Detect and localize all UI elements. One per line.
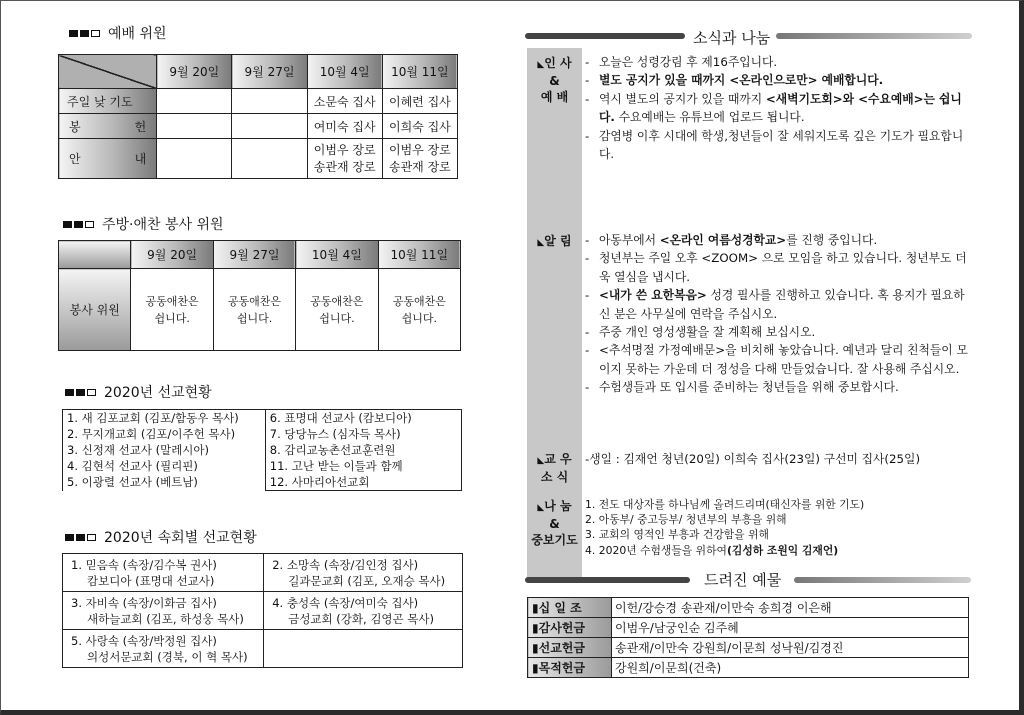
greeting-list — [585, 53, 975, 163]
table-cell: 2. 소망속 (속장/김인정 집사) 길과문교회 (김포, 오재승 목사) — [264, 554, 463, 592]
mission-col-left — [63, 410, 266, 491]
table-cell: 이범우 장로 송관재 장로 — [307, 139, 382, 179]
triangle-bullet-icon: ◣ — [537, 238, 545, 248]
list-item: 3. 신정재 선교사 (말레시아) — [67, 443, 210, 458]
list-item: - 아동부에서 <온라인 여름성경학교>를 진행 중입니다. — [585, 233, 878, 247]
offering-table — [527, 597, 969, 678]
list-item: - 감염병 이후 시대에 학생,청년들이 잘 세워지도록 깊은 기도가 필요합니다. — [585, 128, 964, 162]
table-cell — [232, 114, 307, 139]
offering-label: ▮선교헌금 — [528, 638, 612, 658]
table-cell — [232, 89, 307, 114]
local-mission-table — [62, 553, 463, 668]
list-item: 3. 교회의 영적인 부흥과 건강함을 위해 — [585, 528, 769, 542]
table-cell: 4. 충성속 (속장/여미숙 집사) 금성교회 (강화, 김영곤 목사) — [264, 592, 463, 630]
list-item: - 주중 개인 영성생활을 잘 계획해 보십시오. — [585, 325, 816, 340]
triangle-bullet-icon: ◣ — [537, 60, 545, 70]
square-bullet-icon: ▮ — [532, 641, 539, 655]
offering-names: 이범우/남궁인순 김주혜 — [612, 618, 969, 638]
table-cell: 이희숙 집사 — [382, 114, 457, 139]
row-label: 주일 낮 기도 — [59, 89, 157, 114]
row-label: 안 내 — [59, 139, 157, 179]
square-bullet-icon: ▮ — [532, 601, 539, 615]
table-cell: 여미숙 집사 — [307, 114, 382, 139]
row-label: 봉 헌 — [59, 114, 157, 139]
kitchen-section-title: 주방·애찬 봉사 위원 — [63, 214, 224, 234]
offering-title: 드려진 예물 — [704, 571, 782, 589]
offering-names: 강원희/이문희(건축) — [612, 658, 969, 678]
section-bar-decoration — [525, 577, 690, 583]
bullet-squares-icon — [65, 534, 96, 541]
table-row — [528, 598, 969, 618]
date-header: 9월 27일 — [213, 241, 295, 269]
table-cell: 공동애찬은 쉽니다. — [378, 269, 460, 351]
list-item: 12. 사마리아선교회 — [269, 475, 370, 489]
list-item: 1. 새 김포교회 (김포/함동우 목사) — [67, 411, 239, 426]
offering-names: 송관재/이만숙 강원희/이문희 성낙원/김경진 — [612, 638, 969, 658]
date-header: 9월 20일 — [157, 55, 232, 89]
list-item: 11. 고난 받는 이들과 함께 — [269, 459, 403, 473]
triangle-bullet-icon: ◣ — [537, 503, 545, 513]
list-item: 8. 감리교농촌선교훈련원 — [269, 443, 396, 457]
mission-col-right — [265, 410, 461, 491]
table-cell — [232, 139, 307, 179]
list-item: 4. 2020년 수험생들을 위하여(김성하 조원익 김재언) — [585, 543, 839, 557]
date-header: 10월 4일 — [307, 55, 382, 89]
list-item: - 역시 별도의 공지가 있을 때까지 <새벽기도회>와 <수요예배>는 쉽니다. 수요예배는 유튜브에 업로드 됩니다. — [585, 91, 962, 125]
table-cell: 소문숙 집사 — [307, 89, 382, 114]
kitchen-table — [58, 240, 461, 351]
offering-label: ▮목적헌금 — [528, 658, 612, 678]
offering-label: ▮십 일 조 — [528, 598, 612, 618]
worship-section-title: 예배 위원 — [69, 23, 167, 43]
triangle-bullet-icon: ◣ — [537, 456, 545, 466]
offering-label: ▮감사헌금 — [528, 618, 612, 638]
list-item: 7. 당당뉴스 (심자득 목사) — [269, 427, 401, 441]
section-bar-decoration — [525, 33, 685, 39]
section-bar-decoration — [776, 33, 972, 39]
table-corner-cell — [59, 241, 131, 269]
bullet-squares-icon — [63, 221, 94, 228]
list-item: - 오늘은 성령강림 후 제16주입니다. — [585, 55, 778, 69]
table-cell: 이범우 장로 송관재 장로 — [382, 139, 457, 179]
list-item: - <내가 쓴 요한복음> 성경 필사를 진행하고 있습니다. 혹 용지가 필요하신 분은 사무실에 연락을 주십시오. — [585, 288, 965, 321]
list-item: 6. 표명대 선교사 (캄보디아) — [269, 411, 412, 425]
table-row — [528, 658, 969, 678]
news-title: 소식과 나눔 — [693, 29, 771, 47]
list-item: 2. 무지개교회 (김포/이주헌 목사) — [67, 427, 236, 442]
table-row — [528, 618, 969, 638]
date-header: 10월 11일 — [378, 241, 460, 269]
fellowship-text: -생일 : 김재언 청년(20일) 이희숙 집사(23일) 구선미 집사(25일) — [585, 452, 921, 466]
fellowship-label: ◣교 우 소 식 — [537, 452, 572, 484]
date-header: 9월 27일 — [232, 55, 307, 89]
list-item: 4. 김현석 선교사 (필리핀) — [67, 459, 198, 474]
list-item: 5. 이광렬 선교사 (베트남) — [67, 475, 198, 490]
square-bullet-icon: ▮ — [532, 621, 539, 635]
date-header: 9월 20일 — [131, 241, 213, 269]
list-item: 1. 전도 대상자를 하나님께 올려드리며(태신자를 위한 기도) — [585, 498, 865, 511]
local-section-title: 2020년 속회별 선교현황 — [65, 527, 257, 547]
list-item: 2. 아동부/ 중고등부/ 청년부의 부흥을 위해 — [585, 513, 787, 527]
table-row — [528, 638, 969, 658]
table-cell: 공동애찬은 쉽니다. — [213, 269, 295, 351]
list-item: - 별도 공지가 있을 때까지 <온라인으로만> 예배합니다. — [585, 73, 884, 88]
table-corner-cell — [59, 55, 157, 89]
date-header: 10월 11일 — [382, 55, 457, 89]
mission-section-title: 2020년 선교현황 — [65, 382, 212, 402]
prayer-label: ◣나 눔 & 중보기도 — [531, 499, 578, 547]
table-cell — [157, 139, 232, 179]
table-cell — [264, 630, 463, 668]
greeting-label: ◣인 사 & 예 배 — [537, 56, 572, 104]
list-item: - 청년부는 주일 오후 <ZOOM> 으로 모임을 하고 있습니다. 청년부도 더욱 열심을 냅시다. — [585, 251, 967, 284]
section-bar-decoration — [794, 577, 971, 583]
table-cell: 5. 사랑속 (속장/박정원 집사) 의성서문교회 (경북, 이 혁 목사) — [63, 630, 264, 668]
date-header: 10월 4일 — [296, 241, 378, 269]
table-cell: 1. 믿음속 (속장/김수복 권사) 캄보디아 (표명대 선교사) — [63, 554, 264, 592]
bullet-squares-icon — [65, 389, 96, 396]
table-cell — [157, 114, 232, 139]
notice-list — [585, 231, 975, 397]
list-item: - <추석명절 가정예배문>을 비치해 놓았습니다. 예년과 달리 친척들이 모이지 못하는 가운데 더 정성을 다해 만들었습니다. 잘 사용해 주십시오. — [585, 343, 968, 376]
list-item: - 수험생들과 또 입시를 준비하는 청년들을 위해 중보합시다. — [585, 380, 899, 395]
bullet-squares-icon — [69, 30, 100, 37]
table-cell — [157, 89, 232, 114]
table-cell: 3. 자비속 (속장/이화금 집사) 새하늘교회 (김포, 하성웅 목사) — [63, 592, 264, 630]
table-cell: 공동애찬은 쉽니다. — [131, 269, 213, 351]
table-cell: 공동애찬은 쉽니다. — [296, 269, 378, 351]
notice-label: ◣알 림 — [537, 234, 572, 248]
mission-table — [62, 409, 462, 491]
worship-table — [58, 54, 458, 179]
row-label: 봉사 위원 — [59, 269, 131, 351]
prayer-list — [585, 497, 864, 558]
table-cell: 이혜련 집사 — [382, 89, 457, 114]
offering-names: 이헌/강승경 송관재/이만숙 송희경 이은해 — [612, 598, 969, 618]
square-bullet-icon: ▮ — [532, 661, 539, 675]
